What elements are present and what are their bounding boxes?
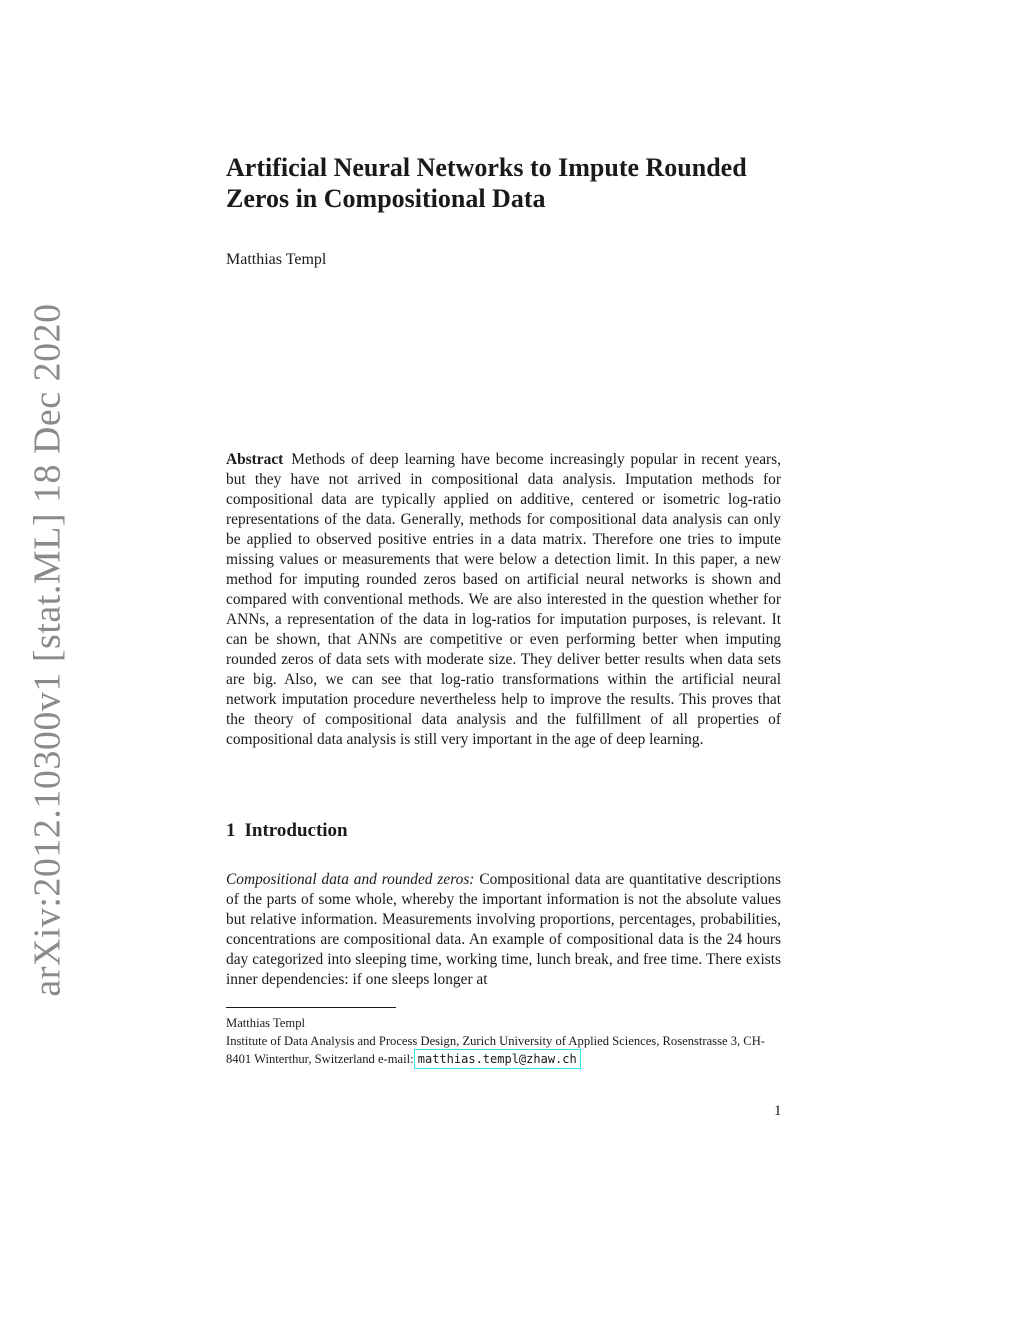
footnote-name: Matthias Templ — [226, 1016, 305, 1030]
paper-title: Artificial Neural Networks to Impute Rounded Zeros in Compositional Data — [226, 153, 747, 213]
arxiv-stamp-text: arXiv:2012.10300v1 [stat.ML] 18 Dec 2020 — [27, 303, 69, 997]
footnote — [226, 1014, 781, 1068]
section-number: 1 — [226, 820, 236, 841]
footnote-affiliation: Institute of Data Analysis and Process Design, Zurich University of Applied Sciences, Rosenstrasse 3, CH-8401 Winterthur, Switzerland e-mail: — [226, 1034, 765, 1066]
arxiv-stamp — [20, 303, 76, 997]
footnote-rule — [226, 1007, 396, 1008]
intro-text: Compositional data are quantitative descriptions of the parts of some whole, whereby the important information is not the absolute values but relative information. Measurements involving proportions, percentages, probabilities, concentrations are compositional data. An example of compositional data is the 24 hours day categorized into sleeping time, working time, lunch break, and free time. There exists inner dependencies: if one sleeps longer at — [226, 871, 781, 988]
email-link[interactable]: matthias.templ@zhaw.ch — [417, 1052, 577, 1066]
section-title-text: Introduction — [244, 820, 348, 841]
page-number: 1 — [774, 1103, 782, 1119]
intro-paragraph — [226, 870, 781, 990]
abstract-label: Abstract — [226, 451, 284, 468]
author-name: Matthias Templ — [226, 251, 327, 268]
section-heading — [226, 820, 348, 842]
abstract-text: Methods of deep learning have become increasingly popular in recent years, but they have not arrived in compositional data analysis. Imputation methods for compositional data are typically applied on additive, centered or isometric log-ratio representations of the data. Generally, methods for compositional data analysis can only be applied to observed positive entries in a data matrix. Therefore one tries to impute missing values or measurements that were below a detection limit. In this paper, a new method for imputing rounded zeros based on artificial neural networks is shown and compared with conventional methods. We are also interested in the question whether for ANNs, a representation of the data in log-ratios for imputation purposes, is relevant. It can be shown, that ANNs are competitive or even performing better when imputing rounded zeros of data sets with moderate size. They deliver better results when data sets are big. Also, we can see that log-ratio transformations within the artificial neural network imputation procedure nevertheless help to improve the results. This proves that the theory of compositional data analysis and the fulfillment of all properties of compositional data analysis is still very important in the age of deep learning. — [226, 451, 781, 748]
intro-lead: Compositional data and rounded zeros: — [226, 871, 475, 888]
abstract — [226, 450, 781, 750]
